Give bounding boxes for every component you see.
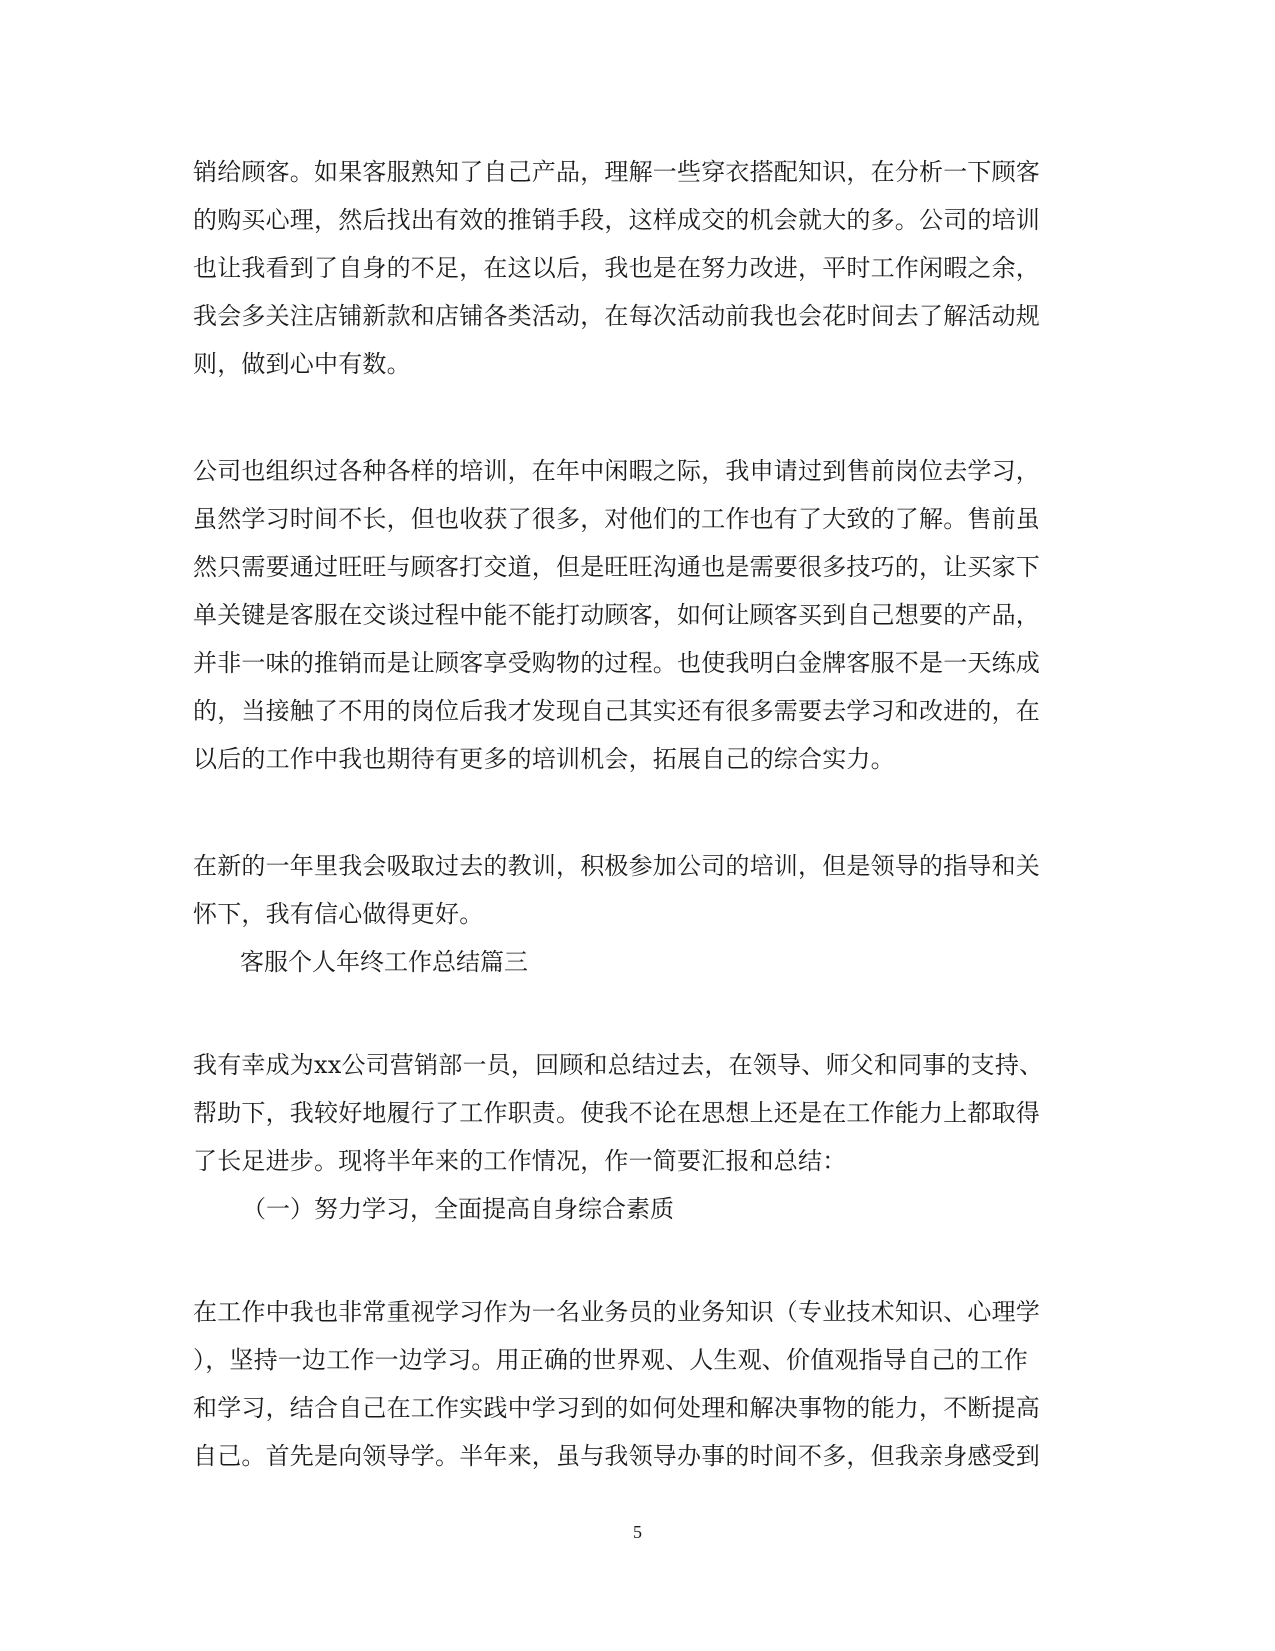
paragraph-5 (193, 1288, 1073, 1480)
text-line: 的购买心理，然后找出有效的推销手段，这样成交的机会就大的多。公司的培训 (193, 206, 1040, 234)
section-title: 客服个人年终工作总结篇三 (240, 948, 528, 976)
text-line: 销给顾客。如果客服熟知了自己产品，理解一些穿衣搭配知识，在分析一下顾客 (193, 158, 1040, 186)
page-number: 5 (633, 1522, 642, 1542)
text-line: 怀下，我有信心做得更好。 (193, 900, 484, 928)
text-line: 单关键是客服在交谈过程中能不能打动顾客，如何让顾客买到自己想要的产品， (193, 601, 1040, 629)
paragraph-3 (193, 842, 1073, 938)
text-line: 自己。首先是向领导学。半年来，虽与我领导办事的时间不多，但我亲身感受到 (193, 1442, 1040, 1470)
text-line: 公司也组织过各种各样的培训，在年中闲暇之际，我申请过到售前岗位去学习， (193, 457, 1040, 485)
text-line: 和学习，结合自己在工作实践中学习到的如何处理和解决事物的能力，不断提高 (193, 1394, 1040, 1422)
text-line: 则，做到心中有数。 (193, 350, 411, 378)
subsection-title: （一）努力学习，全面提高自身综合素质 (242, 1195, 674, 1223)
text-line: 然只需要通过旺旺与顾客打交道，但是旺旺沟通也是需要很多技巧的，让买家下 (193, 553, 1040, 581)
text-line: 帮助下，我较好地履行了工作职责。使我不论在思想上还是在工作能力上都取得 (193, 1099, 1040, 1127)
paragraph-1 (193, 148, 1073, 388)
text-line: 也让我看到了自身的不足，在这以后，我也是在努力改进，平时工作闲暇之余， (193, 254, 1040, 282)
paragraph-4 (193, 1041, 1073, 1185)
text-line: 我会多关注店铺新款和店铺各类活动，在每次活动前我也会花时间去了解活动规 (193, 302, 1040, 330)
text-line: 以后的工作中我也期待有更多的培训机会，拓展自己的综合实力。 (193, 745, 895, 773)
text-line: 在新的一年里我会吸取过去的教训，积极参加公司的培训，但是领导的指导和关 (193, 852, 1040, 880)
text-line: 在工作中我也非常重视学习作为一名业务员的业务知识（专业技术知识、心理学 (193, 1298, 1040, 1326)
text-line: ），坚持一边工作一边学习。用正确的世界观、人生观、价值观指导自己的工作 (193, 1346, 1028, 1374)
text-line: 并非一味的推销而是让顾客享受购物的过程。也使我明白金牌客服不是一天练成 (193, 649, 1040, 677)
text-line: 的，当接触了不用的岗位后我才发现自己其实还有很多需要去学习和改进的，在 (193, 697, 1040, 725)
text-line: 了长足进步。现将半年来的工作情况，作一简要汇报和总结： (193, 1147, 847, 1175)
paragraph-2 (193, 447, 1073, 783)
text-line: 虽然学习时间不长，但也收获了很多，对他们的工作也有了大致的了解。售前虽 (193, 505, 1040, 533)
text-line: 我有幸成为xx公司营销部一员，回顾和总结过去，在领导、师父和同事的支持、 (193, 1051, 1044, 1079)
